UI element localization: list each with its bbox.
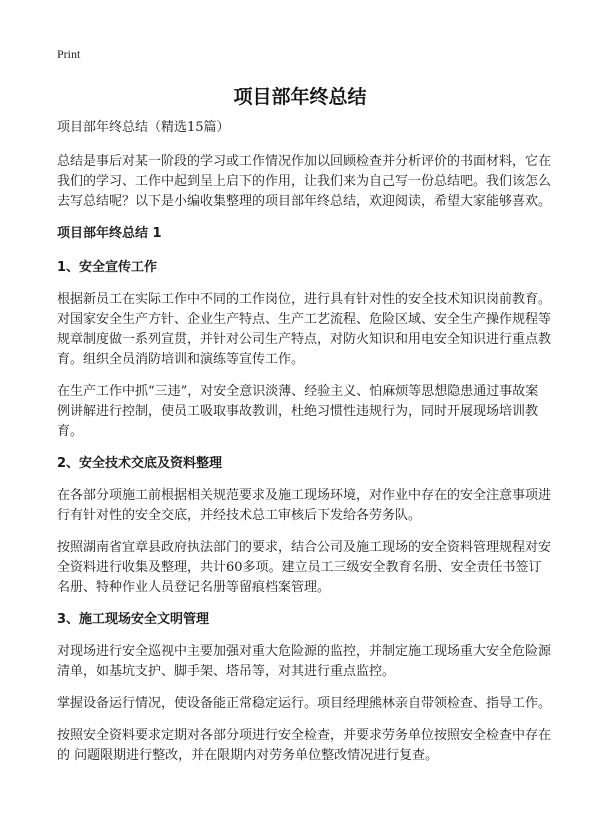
print-label: Print bbox=[57, 47, 81, 61]
section-3-paragraph-1: 对现场进行安全巡视中主要加强对重大危险源的监控，并制定施工现场重大安全危险源清单，如基坑支护、脚手架、塔吊等，对其进行重点监控。 bbox=[57, 644, 552, 679]
section-3-paragraph-3: 按照安全资料要求定期对各部分项进行安全检查，并要求劳务单位按照安全检查中存在的 问题限期进行整改，并在限期内对劳务单位整改情况进行复查。 bbox=[57, 728, 552, 763]
section-2-paragraph-2: 按照湖南省宜章县政府执法部门的要求，结合公司及施工现场的安全资料管理规程对安全资料进行收集及整理，共计60多项。建立员工三级安全教育名册、安全责任书签订名册、特种作业人员登记名册等留痕档案管理。 bbox=[57, 540, 552, 595]
section-heading-3: 3、施工现场安全文明管理 bbox=[57, 612, 210, 627]
section-heading-2: 2、安全技术交底及资料整理 bbox=[57, 456, 223, 471]
section-1-paragraph-2: 在生产工作中抓“三违”，对安全意识淡薄、经验主义、怕麻烦等思想隐患通过事故案例讲解进行控制，使员工吸取事故教训，杜绝习惯性违规行为，同时开展现场培训教育。 bbox=[57, 384, 539, 439]
section-2-paragraph-1: 在各部分项施工前根据相关规范要求及施工现场环境，对作业中存在的安全注意事项进行有针对性的安全交底，并经技术总工审核后下发给各劳务队。 bbox=[57, 488, 552, 523]
document-body bbox=[57, 118, 551, 778]
article-title: 项目部年终总结 1 bbox=[57, 226, 162, 241]
section-1-paragraph-1: 根据新员工在实际工作中不同的工作岗位，进行具有针对性的安全技术知识岗前教育。对国家安全生产方针、企业生产特点、生产工艺流程、危险区域、安全生产操作规程等规章制度做一系列宣贯，并针对公司生产特点，对防火知识和用电安全知识进行重点教育。组织全员消防培训和演练等宣传工作。 bbox=[57, 292, 552, 367]
section-3-paragraph-2: 掌握设备运行情况，使设备能正常稳定运行。项目经理熊林亲自带领检查、指导工作。 bbox=[57, 696, 552, 711]
page-title: 项目部年终总结 bbox=[233, 86, 367, 108]
section-heading-1: 1、安全宣传工作 bbox=[57, 260, 158, 275]
intro-summary: 总结是事后对某一阶段的学习或工作情况作加以回顾检查并分析评价的书面材料，它在我们的学习、工作中起到呈上启下的作用，让我们来为自己写一份总结吧。我们该怎么去写总结呢？以下是小编收集整理的项目部年终总结，欢迎阅读，希望大家能够喜欢。 bbox=[57, 154, 552, 209]
subtitle: 项目部年终总结（精选15篇） bbox=[57, 120, 230, 135]
